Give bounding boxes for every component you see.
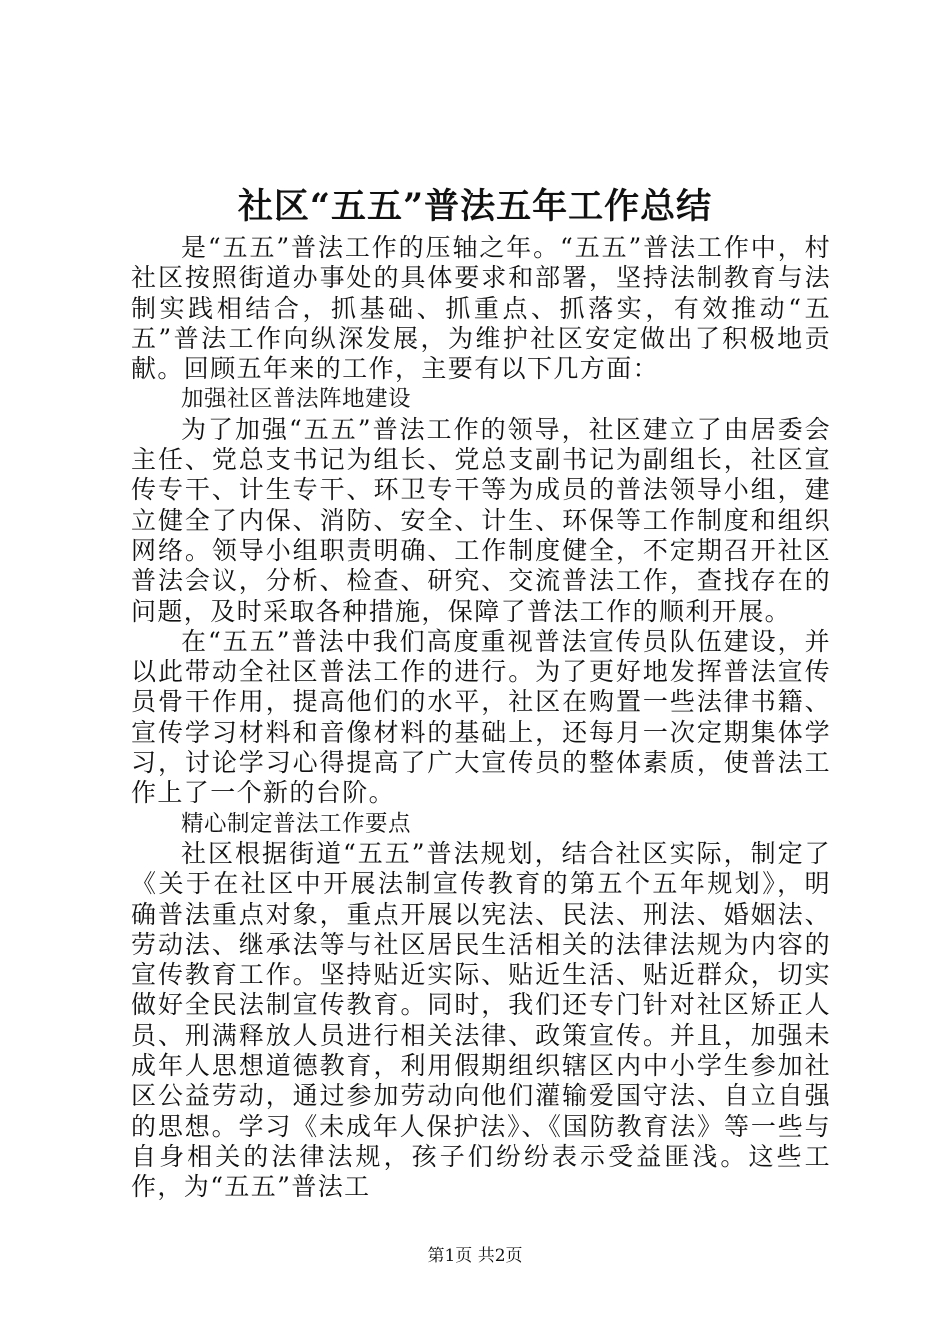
section-heading-1: 加强社区普法阵地建设 [181, 386, 412, 413]
paragraph-leadership: 为了加强“五五”普法工作的领导，社区建立了由居委会主任、党总支书记为组长、党总支副书记为副组长，社区宣传专干、计生专干、环卫专干等为成员的普法领导小组，建立健全了内保、消防、安全、计生、环保等工作制度和组织网络。领导小组职责明确、工作制度健全，不定期召开社区普法会议，分析、检查、研究、交流普法工作，查找存在的问题，及时采取各种措施，保障了普法工作的顺利开展。 [131, 414, 831, 626]
paragraph-publicists: 在“五五”普法中我们高度重视普法宣传员队伍建设，并以此带动全社区普法工作的进行。为了更好地发挥普法宣传员骨干作用，提高他们的水平，社区在购置一些法律书籍、宣传学习材料和音像材料的基础上，还每月一次定期集体学习，讨论学习心得提高了广大宣传员的整体素质，使普法工作上了一个新的台阶。 [131, 626, 831, 808]
document-title: 社区“五五”普法五年工作总结 [237, 186, 713, 227]
page-number-footer: 第1页 共2页 [427, 1246, 523, 1266]
paragraph-plan: 社区根据街道“五五”普法规划，结合社区实际，制定了《关于在社区中开展法制宣传教育的第五个五年规划》，明确普法重点对象，重点开展以宪法、民法、刑法、婚姻法、劳动法、继承法等与社区居民生活相关的法律法规为内容的宣传教育工作。坚持贴近实际、贴近生活、贴近群众，切实做好全民法制宣传教育。同时，我们还专门针对社区矫正人员、刑满释放人员进行相关法律、政策宣传。并且，加强未成年人思想道德教育，利用假期组织辖区内中小学生参加社区公益劳动，通过参加劳动向他们灌输爱国守法、自立自强的思想。学习《未成年人保护法》、《国防教育法》等一些与自身相关的法律法规，孩子们纷纷表示受益匪浅。这些工作，为“五五”普法工 [131, 838, 831, 1202]
section-heading-2: 精心制定普法工作要点 [181, 810, 412, 837]
document-body [131, 233, 831, 1203]
paragraph-intro: 是“五五”普法工作的压轴之年。“五五”普法工作中，村社区按照街道办事处的具体要求和部署，坚持法制教育与法制实践相结合，抓基础、抓重点、抓落实，有效推动“五五”普法工作向纵深发展，为维护社区安定做出了积极地贡献。回顾五年来的工作，主要有以下几方面： [131, 233, 831, 384]
